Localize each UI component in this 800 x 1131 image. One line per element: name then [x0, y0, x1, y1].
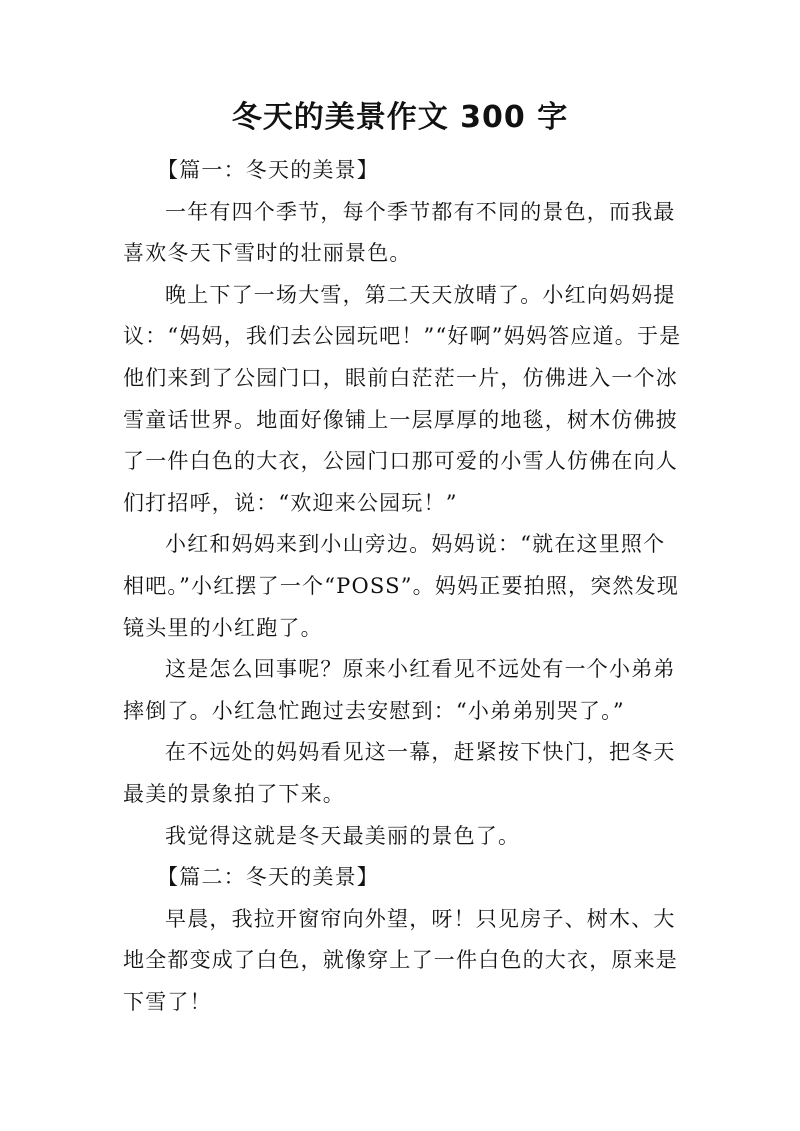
paragraph: 我觉得这就是冬天最美丽的景色了。	[165, 823, 521, 848]
paragraph: 晚上下了一场大雪，第二天天放晴了。小红向妈妈提议：“妈妈，我们去公园玩吧！”“好啊”妈妈答应道。于是他们来到了公园门口，眼前白茫茫一片，仿佛进入一个冰雪童话世界。地面好像铺上一层厚厚的地毯，树木仿佛披了一件白色的大衣，公园门口那可爱的小雪人仿佛在向人们打招呼，说：“欢迎来公园玩！”	[123, 282, 682, 515]
section-heading-1: 【篇一：冬天的美景】	[157, 158, 379, 182]
paragraph: 在不远处的妈妈看见这一幕，赶紧按下快门，把冬天最美的景象拍了下来。	[123, 740, 676, 806]
section-heading-2: 【篇二：冬天的美景】	[157, 865, 379, 890]
document-title: 冬天的美景作文 300 字	[231, 100, 569, 135]
document-body	[123, 150, 683, 1023]
paragraph: 早晨，我拉开窗帘向外望，呀！只见房子、树木、大地全都变成了白色，就像穿上了一件白色的大衣，原来是下雪了！	[123, 906, 678, 1014]
paragraph: 这是怎么回事呢？原来小红看见不远处有一个小弟弟摔倒了。小红急忙跑过去安慰到：“小弟弟别哭了。”	[123, 657, 676, 723]
paragraph: 一年有四个季节，每个季节都有不同的景色，而我最喜欢冬天下雪时的壮丽景色。	[123, 199, 676, 266]
paragraph: 小红和妈妈来到小山旁边。妈妈说：“就在这里照个相吧。”小红摆了一个“POSS”。妈妈正要拍照，突然发现镜头里的小红跑了。	[123, 532, 680, 640]
